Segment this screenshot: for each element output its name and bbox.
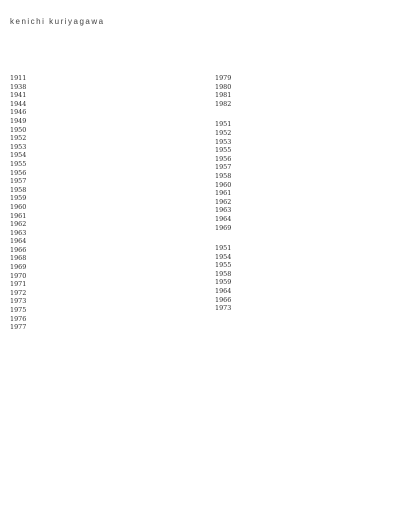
entry-text (249, 129, 406, 138)
timeline-row (10, 263, 201, 272)
right-column (215, 74, 406, 332)
entry-year: 1944 (10, 99, 27, 108)
timeline-row (215, 253, 406, 262)
timeline-row (215, 120, 406, 129)
entry-text (249, 189, 406, 198)
entry-year: 1964 (215, 287, 232, 296)
timeline-row (215, 189, 406, 198)
entry-text (249, 146, 406, 155)
timeline-row (10, 212, 201, 221)
entry-text (249, 198, 406, 207)
timeline-row (10, 315, 201, 324)
timeline-row (215, 215, 406, 224)
works-list (215, 120, 406, 232)
entry-year: 1960 (215, 180, 232, 189)
entry-text (249, 224, 406, 233)
entry-year: 1966 (215, 295, 232, 304)
timeline-row (10, 74, 201, 83)
timeline-row (10, 108, 201, 117)
timeline-row (10, 100, 201, 109)
entry-text (249, 83, 406, 92)
entry-text (44, 254, 201, 263)
entry-year: 1979 (215, 74, 232, 82)
entry-text (44, 83, 201, 92)
entry-year: 1951 (215, 120, 232, 129)
timeline-row (10, 126, 201, 135)
timeline-row (10, 194, 201, 203)
timeline-row (10, 229, 201, 238)
entry-text (249, 261, 406, 270)
timeline-row (215, 224, 406, 233)
entry-year: 1955 (215, 261, 232, 270)
entry-year: 1959 (10, 194, 27, 203)
entry-text (249, 74, 406, 83)
timeline-row (10, 246, 201, 255)
timeline-row (215, 155, 406, 164)
entry-year: 1951 (215, 244, 232, 253)
entry-text (44, 289, 201, 298)
timeline-row (215, 304, 406, 313)
entry-year: 1963 (215, 206, 232, 215)
timeline-row (10, 151, 201, 160)
entry-year: 1969 (10, 263, 27, 272)
entry-year: 1957 (215, 163, 232, 172)
entry-year: 1956 (10, 168, 27, 177)
entry-text (44, 263, 201, 272)
timeline-row (215, 278, 406, 287)
entry-year: 1963 (10, 228, 27, 237)
entry-year: 1950 (10, 125, 27, 134)
entry-text (249, 155, 406, 164)
timeline-row (215, 83, 406, 92)
timeline-row (215, 244, 406, 253)
timeline-row (215, 100, 406, 109)
left-column (10, 74, 201, 332)
entry-text (44, 272, 201, 281)
entry-year: 1954 (215, 252, 232, 261)
timeline-list-continued (215, 74, 406, 108)
entry-text (249, 172, 406, 181)
entry-text (249, 120, 406, 129)
timeline-row (10, 169, 201, 178)
entry-text (44, 91, 201, 100)
timeline-row (215, 296, 406, 305)
entry-text (44, 126, 201, 135)
entry-year: 1972 (10, 288, 27, 297)
entry-year: 1976 (10, 314, 27, 323)
timeline-row (215, 198, 406, 207)
entry-year: 1962 (10, 220, 27, 229)
entry-text (44, 220, 201, 229)
timeline-row (10, 254, 201, 263)
entry-text (44, 203, 201, 212)
entry-year: 1975 (10, 306, 27, 315)
entry-text (249, 206, 406, 215)
entry-year: 1960 (10, 202, 27, 211)
entry-text (44, 177, 201, 186)
timeline-row (10, 280, 201, 289)
entry-year: 1911 (10, 74, 27, 82)
entry-text (249, 91, 406, 100)
timeline-row (10, 220, 201, 229)
entry-text (44, 323, 201, 332)
entry-text (249, 296, 406, 305)
entry-text (249, 304, 406, 313)
entry-text (249, 100, 406, 109)
timeline-row (10, 134, 201, 143)
entry-text (44, 143, 201, 152)
entry-text (44, 237, 201, 246)
timeline-row (215, 270, 406, 279)
entry-text (44, 229, 201, 238)
entry-year: 1938 (10, 82, 27, 91)
entry-year: 1973 (215, 304, 232, 313)
entry-year: 1955 (10, 159, 27, 168)
timeline-row (10, 323, 201, 332)
timeline-row (215, 287, 406, 296)
timeline-row (10, 91, 201, 100)
timeline-row (215, 91, 406, 100)
timeline-row (10, 143, 201, 152)
entry-text (249, 253, 406, 262)
entry-text (44, 306, 201, 315)
entry-text (44, 297, 201, 306)
entry-year: 1973 (10, 297, 27, 306)
entry-text (249, 138, 406, 147)
entry-year: 1964 (10, 237, 27, 246)
entry-text (249, 215, 406, 224)
timeline-row (215, 129, 406, 138)
entry-text (44, 108, 201, 117)
entry-year: 1980 (215, 82, 232, 91)
entry-year: 1969 (215, 223, 232, 232)
entry-text (44, 194, 201, 203)
timeline-row (215, 163, 406, 172)
timeline-row (10, 160, 201, 169)
entry-text (44, 169, 201, 178)
entry-year: 1981 (215, 91, 232, 100)
timeline-row (10, 306, 201, 315)
entry-year: 1949 (10, 116, 27, 125)
timeline-row (10, 272, 201, 281)
entry-text (249, 163, 406, 172)
entry-text (249, 270, 406, 279)
timeline-row (10, 203, 201, 212)
entry-year: 1977 (10, 323, 27, 332)
timeline-row (10, 186, 201, 195)
timeline-row (215, 74, 406, 83)
timeline-row (10, 297, 201, 306)
entry-text (249, 244, 406, 253)
entry-year: 1957 (10, 177, 27, 186)
entry-text (44, 134, 201, 143)
entry-year: 1953 (215, 137, 232, 146)
entry-year: 1970 (10, 271, 27, 280)
entry-year: 1941 (10, 91, 27, 100)
entry-text (249, 287, 406, 296)
romanized-name: kenichi kuriyagawa (10, 17, 105, 26)
entry-text (44, 151, 201, 160)
entry-text (44, 280, 201, 289)
entry-year: 1968 (10, 254, 27, 263)
entry-year: 1958 (215, 171, 232, 180)
timeline-row (10, 177, 201, 186)
entry-year: 1961 (215, 189, 232, 198)
entry-year: 1958 (215, 269, 232, 278)
awards-list (215, 244, 406, 313)
entry-text (44, 246, 201, 255)
entry-year: 1966 (10, 245, 27, 254)
entry-text (44, 212, 201, 221)
timeline-list (10, 74, 201, 332)
entry-year: 1958 (10, 185, 27, 194)
entry-year: 1952 (10, 134, 27, 143)
entry-text (249, 278, 406, 287)
timeline-row (215, 261, 406, 270)
entry-text (44, 315, 201, 324)
entry-text (44, 100, 201, 109)
entry-text (44, 117, 201, 126)
entry-year: 1959 (215, 278, 232, 287)
entry-year: 1982 (215, 99, 232, 108)
timeline-row (215, 146, 406, 155)
timeline-row (10, 83, 201, 92)
timeline-row (215, 181, 406, 190)
timeline-row (215, 138, 406, 147)
entry-year: 1952 (215, 128, 232, 137)
entry-text (44, 74, 201, 83)
entry-year: 1953 (10, 142, 27, 151)
timeline-row (10, 237, 201, 246)
entry-year: 1955 (215, 146, 232, 155)
timeline-row (10, 289, 201, 298)
entry-text (249, 181, 406, 190)
entry-year: 1964 (215, 214, 232, 223)
entry-year: 1956 (215, 154, 232, 163)
entry-year: 1954 (10, 151, 27, 160)
timeline-row (215, 172, 406, 181)
entry-text (44, 186, 201, 195)
entry-text (44, 160, 201, 169)
entry-year: 1946 (10, 108, 27, 117)
entry-year: 1962 (215, 197, 232, 206)
entry-year: 1971 (10, 280, 27, 289)
timeline-row (215, 206, 406, 215)
entry-year: 1961 (10, 211, 27, 220)
timeline-row (10, 117, 201, 126)
